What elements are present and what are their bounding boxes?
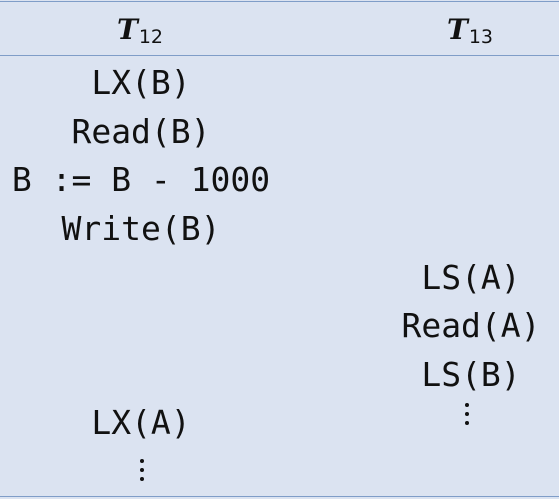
column-header-t12 bbox=[0, 8, 280, 52]
table-bottom-rule bbox=[0, 496, 559, 497]
t12-name: T bbox=[116, 13, 138, 46]
t13-name: T bbox=[446, 13, 468, 46]
header-rule bbox=[0, 55, 559, 56]
t13-continuation-vdots-icon bbox=[464, 403, 470, 429]
t13-op-lock-shared-a: LS(A) bbox=[421, 258, 521, 297]
t12-op-lock-a: LX(A) bbox=[91, 403, 191, 442]
t12-op-read-b: Read(B) bbox=[71, 112, 211, 151]
t13-op-read-a: Read(A) bbox=[401, 306, 541, 345]
t12-op-lock-b: LX(B) bbox=[91, 63, 191, 102]
t13-op-lock-shared-b: LS(B) bbox=[421, 355, 521, 394]
t12-op-assign-b: B := B - 1000 bbox=[11, 160, 271, 199]
t12-continuation-vdots-icon bbox=[139, 459, 145, 485]
t12-op-write-b: Write(B) bbox=[61, 209, 221, 248]
t12-subscript: 12 bbox=[138, 26, 164, 48]
column-header-t13 bbox=[350, 8, 559, 52]
t13-subscript: 13 bbox=[468, 26, 494, 48]
table-top-rule bbox=[0, 1, 559, 2]
